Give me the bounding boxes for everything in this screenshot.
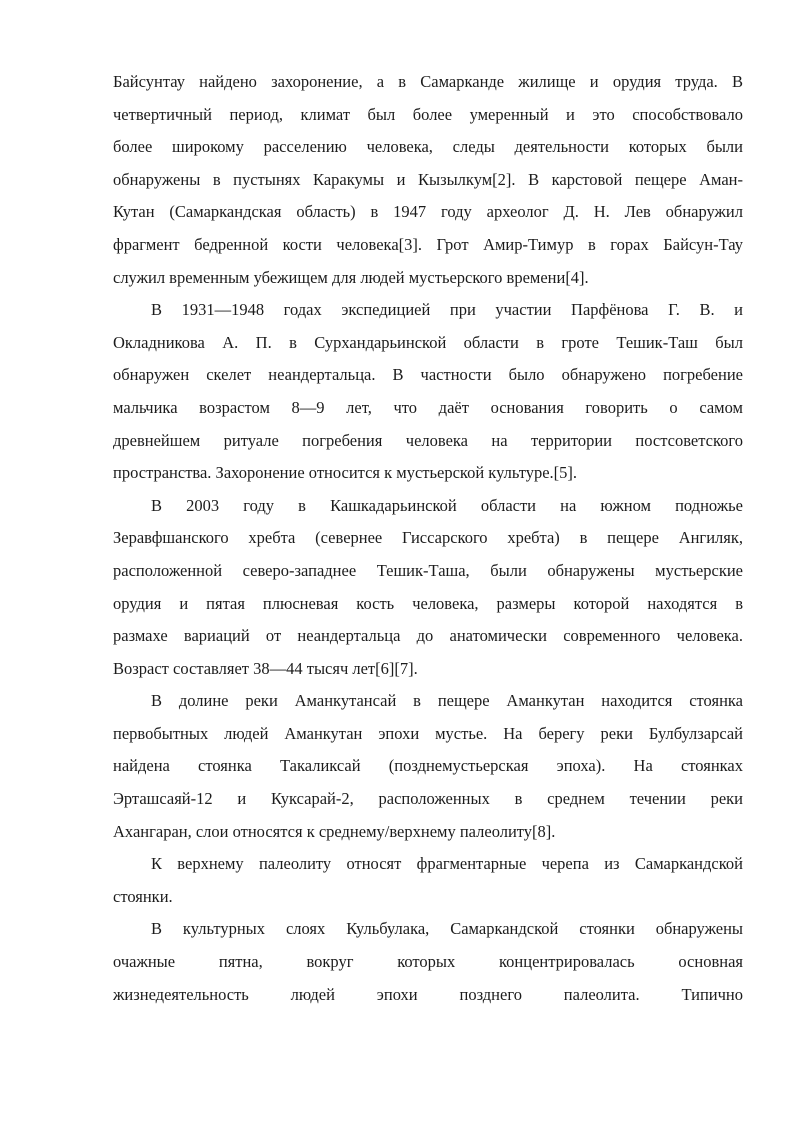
text-line: орудия и пятая плюсневая кость человека, размеры которой находятся в [113,593,743,613]
text-line: жизнедеятельность людей эпохи позднего палеолита. Типично [113,984,743,1004]
text-line: расположенной северо-западнее Тешик-Таша, были обнаружены мустьерские [113,560,743,580]
text-line: Кутан (Самаркандская область) в 1947 году археолог Д. Н. Лев обнаружил [113,202,743,222]
text-line: найдена стоянка Такаликсай (позднемустьерская эпоха). На стоянках [113,756,743,776]
text-line: В долине реки Аманкутансай в пещере Аманкутан находится стоянка [151,691,743,711]
text-line: пространства. Захоронение относится к мустьерской культуре.[5]. [113,463,578,483]
text-line: Зеравфшанского хребта (севернее Гиссарского хребта) в пещере Ангиляк, [113,528,743,548]
text-line: древнейшем ритуале погребения человека на территории постсоветского [113,430,743,450]
text-line: Эрташсаяй-12 и Куксарай-2, расположенных в среднем течении реки [113,789,743,809]
paragraph [113,66,743,294]
text-line: четвертичный период, климат был более умеренный и это способствовало [113,104,743,124]
text-line: служил временным убежищем для людей мустьерского времени[4]. [113,267,589,287]
text-line: очажные пятна, вокруг которых концентрировалась основная [113,952,743,972]
text-line: обнаружен скелет неандертальца. В частности было обнаружено погребение [113,365,743,385]
text-line: Окладникова А. П. в Сурхандарьинской области в гроте Тешик-Таш был [113,332,743,352]
paragraph [113,685,743,848]
text-line: фрагмент бедренной кости человека[3]. Грот Амир-Тимур в горах Байсун-Тау [113,234,743,254]
text-line: мальчика возрастом 8—9 лет, что даёт основания говорить о самом [113,397,743,417]
text-line: стоянки. [113,886,173,906]
paragraph [113,490,743,686]
text-line: Байсунтау найдено захоронение, а в Самарканде жилище и орудия труда. В [113,72,743,91]
text-line: Ахангаран, слои относятся к среднему/верхнему палеолиту[8]. [113,821,556,841]
text-line: К верхнему палеолиту относят фрагментарные черепа из Самаркандской [151,854,743,874]
text-line: более широкому расселению человека, следы деятельности которых были [113,137,743,157]
text-line: обнаружены в пустынях Каракумы и Кызылкум[2]. В карстовой пещере Аман- [113,169,743,189]
paragraph [113,848,743,913]
text-line: В 1931—1948 годах экспедицией при участии Парфёнова Г. В. и [151,300,743,320]
paragraph [113,294,743,490]
paragraph [113,913,743,1011]
text-line: В 2003 году в Кашкадарьинской области на южном подножье [151,495,743,515]
text-line: В культурных слоях Кульбулака, Самаркандской стоянки обнаружены [151,919,743,939]
text-line: Возраст составляет 38—44 тысяч лет[6][7]. [113,658,418,678]
text-line: размахе вариаций от неандертальца до анатомически современного человека. [113,626,743,646]
text-line: первобытных людей Аманкутан эпохи мустье. На берегу реки Булбулзарсай [113,723,743,743]
